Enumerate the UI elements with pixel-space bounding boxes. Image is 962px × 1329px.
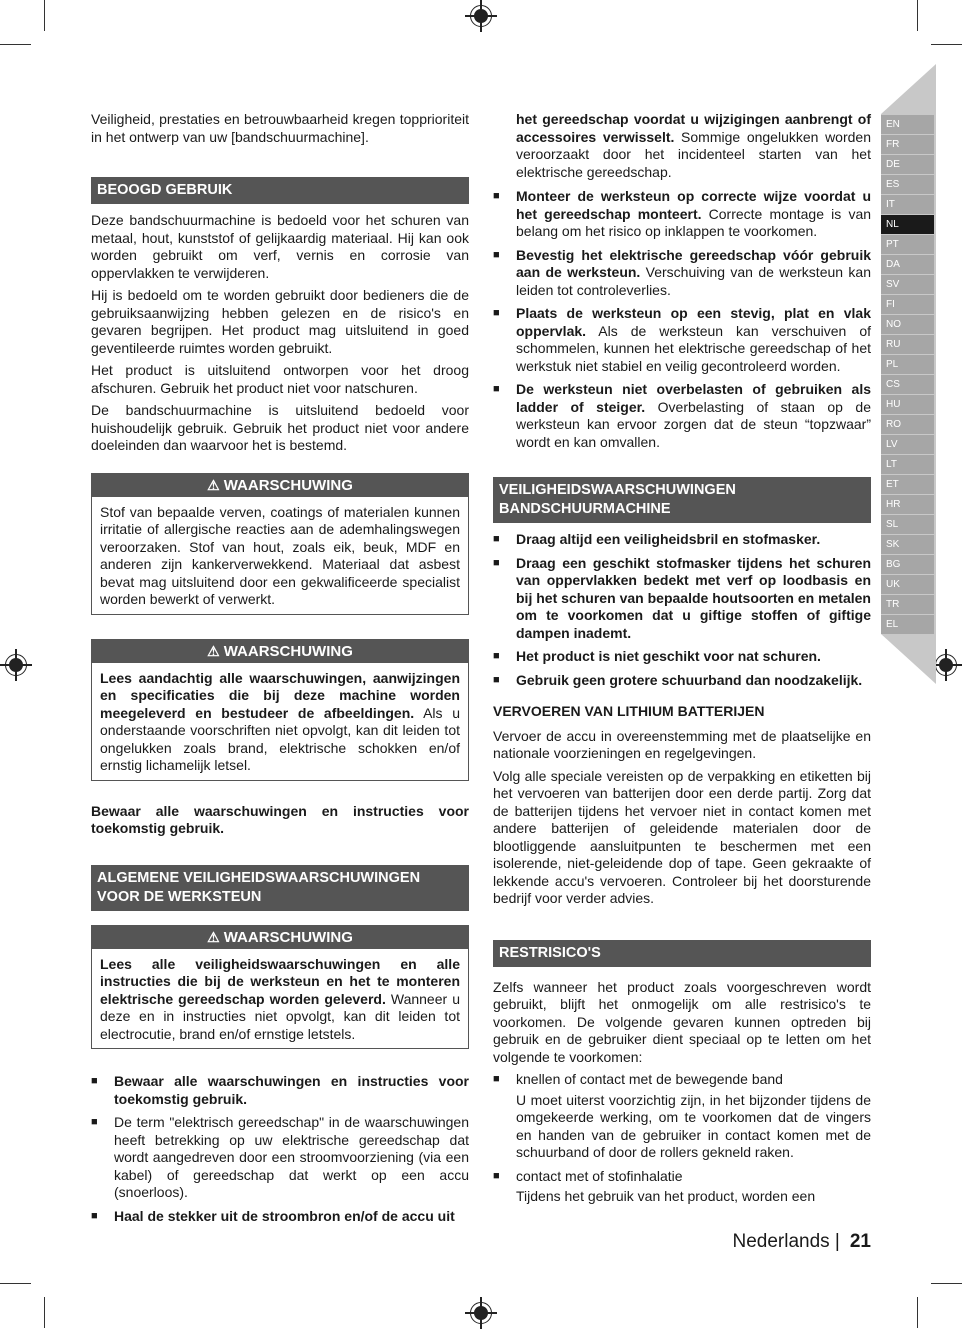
language-tab-item-sk[interactable]: SK [881,535,934,554]
list-item: ■ knellen of contact met de bewegende band U moet uiterst voorzichtig zijn, in het bijzonder tijdens de omgekeerde werking, om te voorkomen dat de vingers en handen van de gebruiker in contact komen met de schuurband of door de rollers gekneld raken. [493,1071,871,1160]
keep-instructions-text: Bewaar alle waarschuwingen en instructies voor toekomstig gebruik. [91,802,469,836]
warning-icon: ⚠ [207,928,220,945]
warning-text: Lees alle veiligheidswaarschuwingen en alle instructies die bij de werksteun en het te monteren elektrische gereedschap worden geleverd. Wanneer u deze en in instructies niet opvolgt, kan dit leiden tot electrocutie, brand en/of ernstige letstels. [100,955,460,1042]
bullet-icon: ■ [493,650,500,662]
list-item: ■ Monteer de werksteun op correcte wijze voordat u het gereedschap monteert. Correcte montage is van belang om het risico op inklappen te voorkomen. [493,188,872,239]
warning-title: ⚠ WAARSCHUWING [92,640,468,663]
warning-title: ⚠ WAARSCHUWING [92,474,468,497]
crop-mark [917,0,918,31]
paragraph: Volg alle speciale vereisten op de verpakking en etiketten bij het vervoeren van batterijen door een derde partij. Zorg dat de batterijen tijdens het vervoer niet in contact komen met andere batterijen of geleidende materialen door de blootliggende aansluitpunten te beschermen met een isolerende, niet-geleidende dop of tape. Geen gekraakte of lekkende accu's vervoeren. Controleer bij het doorsturende bedrijf voor verder advies. [493,767,871,906]
list-item: ■ Het product is niet geschikt voor nat schuren. [493,648,821,664]
language-tab-item-nl[interactable]: NL [881,215,934,234]
bullet-list [493,111,871,451]
paragraph: Hij is bedoeld om te worden gebruikt door bedieners die de gebruiksaanwijzing hebben gelezen en de risico's en gevaren begrijpen. Het product mag uitsluitend in goed geventileerde ruimtes worden gebruikt. [91,287,469,356]
list-item: ■ Draag een geschikt stofmasker tijdens het schuren van oppervlakken bedekt met verf op loodbasis en bij het schuren van bepaalde houtsoorten en metalen om te voorkomen dat u giftige stoffen of giftige dampen inademt. [493,554,871,641]
warning-box [91,473,469,615]
page-footer [732,1230,871,1254]
language-tab-item-sv[interactable]: SV [881,275,934,294]
section-heading-algemene: ALGEMENE VEILIGHEIDSWAARSCHUWINGEN VOOR DE WERKSTEUN [91,865,469,911]
list-item: ■ Bewaar alle waarschuwingen en instructies voor toekomstig gebruik. [91,1073,469,1107]
language-tab-item-hr[interactable]: HR [881,495,934,514]
list-item: ■ contact met of stofinhalatie Tijdens het gebruik van het product, worden een [493,1167,816,1204]
crop-mark [44,0,45,31]
crop-mark [931,44,962,45]
intro-text: Veiligheid, prestaties en betrouwbaarheid kregen topprioriteit in het ontwerp van uw [bandschuurmachine]. [91,111,469,145]
section-heading-beoogd: BEOOGD GEBRUIK [91,177,469,204]
crop-mark [44,1297,45,1328]
list-item: ■ Draag altijd een veiligheidsbril en stofmasker. [493,531,821,547]
crop-mark [931,1283,962,1284]
page-number: 21 [849,1231,871,1252]
paragraph: De bandschuurmachine is uitsluitend bedoeld voor huishoudelijk gebruik. Gebruik het product niet voor andere doeleinden dan waarvoor het is bestemd. [91,402,469,453]
registration-mark-icon [5,654,27,676]
bullet-icon: ■ [493,673,500,686]
bullet-icon: ■ [91,1116,98,1128]
paragraph: Zelfs wanneer het product zoals voorgeschreven wordt gebruikt, blijft het onmogelijk om alle restrisico's te voorkomen. De volgende gevaren kunnen optreden bij gebruik en de gebruiker dient speciaal op te letten om het volgende te voorkomen: [493,978,871,1065]
language-tab-item-fr[interactable]: FR [881,135,934,154]
crop-mark [917,1297,918,1328]
language-tab-item-pt[interactable]: PT [881,235,934,254]
list-item: ■ Plaats de werksteun op een stevig, plat en vlak oppervlak. Als de werksteun kan verschuiven of schommelen, kunnen het elektrische gereedschap of het werkstuk niet stabiel en veilig gecontroleerd worden. [493,305,871,374]
list-item: het gereedschap voordat u wijzigingen aanbrengt of accessoires verwisselt. Sommige ongelukken worden veroorzaakt door het incidenteel starten van het elektrische gereedschap. [516,111,871,180]
bullet-icon: ■ [91,1209,98,1222]
section-heading-veiligheid: VEILIGHEIDSWAARSCHUWINGEN BANDSCHUURMACHINE [493,477,871,523]
list-item: ■ Haal de stekker uit de stroombron en/of de accu uit [91,1207,455,1224]
crop-mark [0,44,31,45]
language-tab-item-lv[interactable]: LV [881,435,934,454]
list-item: ■ Bevestig het elektrische gereedschap vóór gebruik aan de werksteun. Verschuiving van de werksteun kan leiden tot controleverlies. [493,246,871,298]
bullet-icon: ■ [493,248,500,261]
warning-box [91,639,469,781]
bullet-icon: ■ [493,533,500,545]
section-heading-restrisicos: RESTRISICO'S [493,940,871,967]
language-tab-item-bg[interactable]: BG [881,555,934,574]
warning-icon: ⚠ [207,476,220,493]
language-tab-item-it[interactable]: IT [881,195,934,214]
language-tab-item-tr[interactable]: TR [881,595,934,614]
warning-text: Stof van bepaalde verven, coatings of materialen kunnen irritatie of allergische reacties aan de ademhalingswegen veroorzaken. Stof van hout, zoals eik, beuk, MDF en anderen zijn kankerverwekkend. Materiaal dat asbest bevat mag uitsluitend door een gekwalificeerde specialist worden bewerkt of verwerkt. [100,503,460,607]
language-tab-item-pl[interactable]: PL [881,355,934,374]
language-tab-item-ro[interactable]: RO [881,415,934,434]
paragraph: Het product is uitsluitend ontworpen voor het droog afschuren. Gebruik het product niet voor natschuren. [91,362,469,396]
language-tab-item-et[interactable]: ET [881,475,934,494]
warning-icon: ⚠ [207,642,220,659]
language-tab-item-es[interactable]: ES [881,175,934,194]
warning-box [91,925,469,1050]
registration-mark-icon [935,654,957,676]
language-tab-item-en[interactable]: EN [881,115,934,134]
warning-text: Lees aandachtig alle waarschuwingen, aanwijzingen en specificaties die bij deze machine worden meegeleverd en bestudeer de afbeeldingen. Als u onderstaande voorschriften niet opvolgt, kan dit leiden tot ongelukken zoals brand, elektrische schokken en/of ernstig lichamelijk letsel. [100,669,460,773]
crop-mark [0,1283,31,1284]
list-item: ■ De term "elektrisch gereedschap" in de waarschuwingen heeft betrekking op uw elektrische gereedschap dat wordt aangedreven door een stroomvoorziening (via een kabel) of gereedschap dat werkt op een accu (snoerloos). [91,1114,469,1200]
language-tab-item-da[interactable]: DA [881,255,934,274]
paragraph: Deze bandschuurmachine is bedoeld voor het schuren van metaal, hout, kunststof of gelijkaardig materiaal. Hij kan ook worden gebruikt om verf, vernis en corrosie van oppervlakken te verwijderen. [91,212,469,281]
bullet-icon: ■ [493,383,500,395]
paragraph: Vervoer de accu in overeenstemming met de plaatselijke en nationale voorzieningen en regelgevingen. [493,727,871,761]
language-tab-item-lt[interactable]: LT [881,455,934,474]
bullet-icon: ■ [91,1075,98,1087]
subheading-lithium: VERVOEREN VAN LITHIUM BATTERIJEN [493,703,765,719]
bullet-icon: ■ [493,1073,500,1085]
language-tab-item-hu[interactable]: HU [881,395,934,414]
bullet-icon: ■ [493,190,500,202]
language-tab-item-ru[interactable]: RU [881,335,934,354]
language-tab-item-cs[interactable]: CS [881,375,934,394]
language-tab-item-fi[interactable]: FI [881,295,934,314]
registration-mark-icon [470,5,492,27]
language-tab-item-uk[interactable]: UK [881,575,934,594]
bullet-icon: ■ [493,556,500,569]
language-tab [881,64,936,684]
bullet-list [493,531,871,689]
language-tab-item-no[interactable]: NO [881,315,934,334]
list-item: ■ Gebruik geen grotere schuurband dan noodzakelijk. [493,671,863,688]
right-column [493,111,871,1212]
registration-mark-icon [470,1302,492,1324]
bullet-icon: ■ [493,307,500,319]
footer-language: Nederlands | [732,1231,840,1252]
warning-title: ⚠ WAARSCHUWING [92,926,468,949]
bullet-icon: ■ [493,1169,500,1182]
list-item: ■ De werksteun niet overbelasten of gebruiken als ladder of steiger. Overbelasting of staan op de werksteun kan ervoor zorgen dat de steun “topzwaar” wordt en kan omvallen. [493,381,871,450]
left-column [91,111,469,1231]
language-tab-item-de[interactable]: DE [881,155,934,174]
language-tab-item-sl[interactable]: SL [881,515,934,534]
language-tab-item-el[interactable]: EL [881,615,934,634]
bullet-list [91,1073,469,1225]
bullet-list [493,1071,871,1206]
